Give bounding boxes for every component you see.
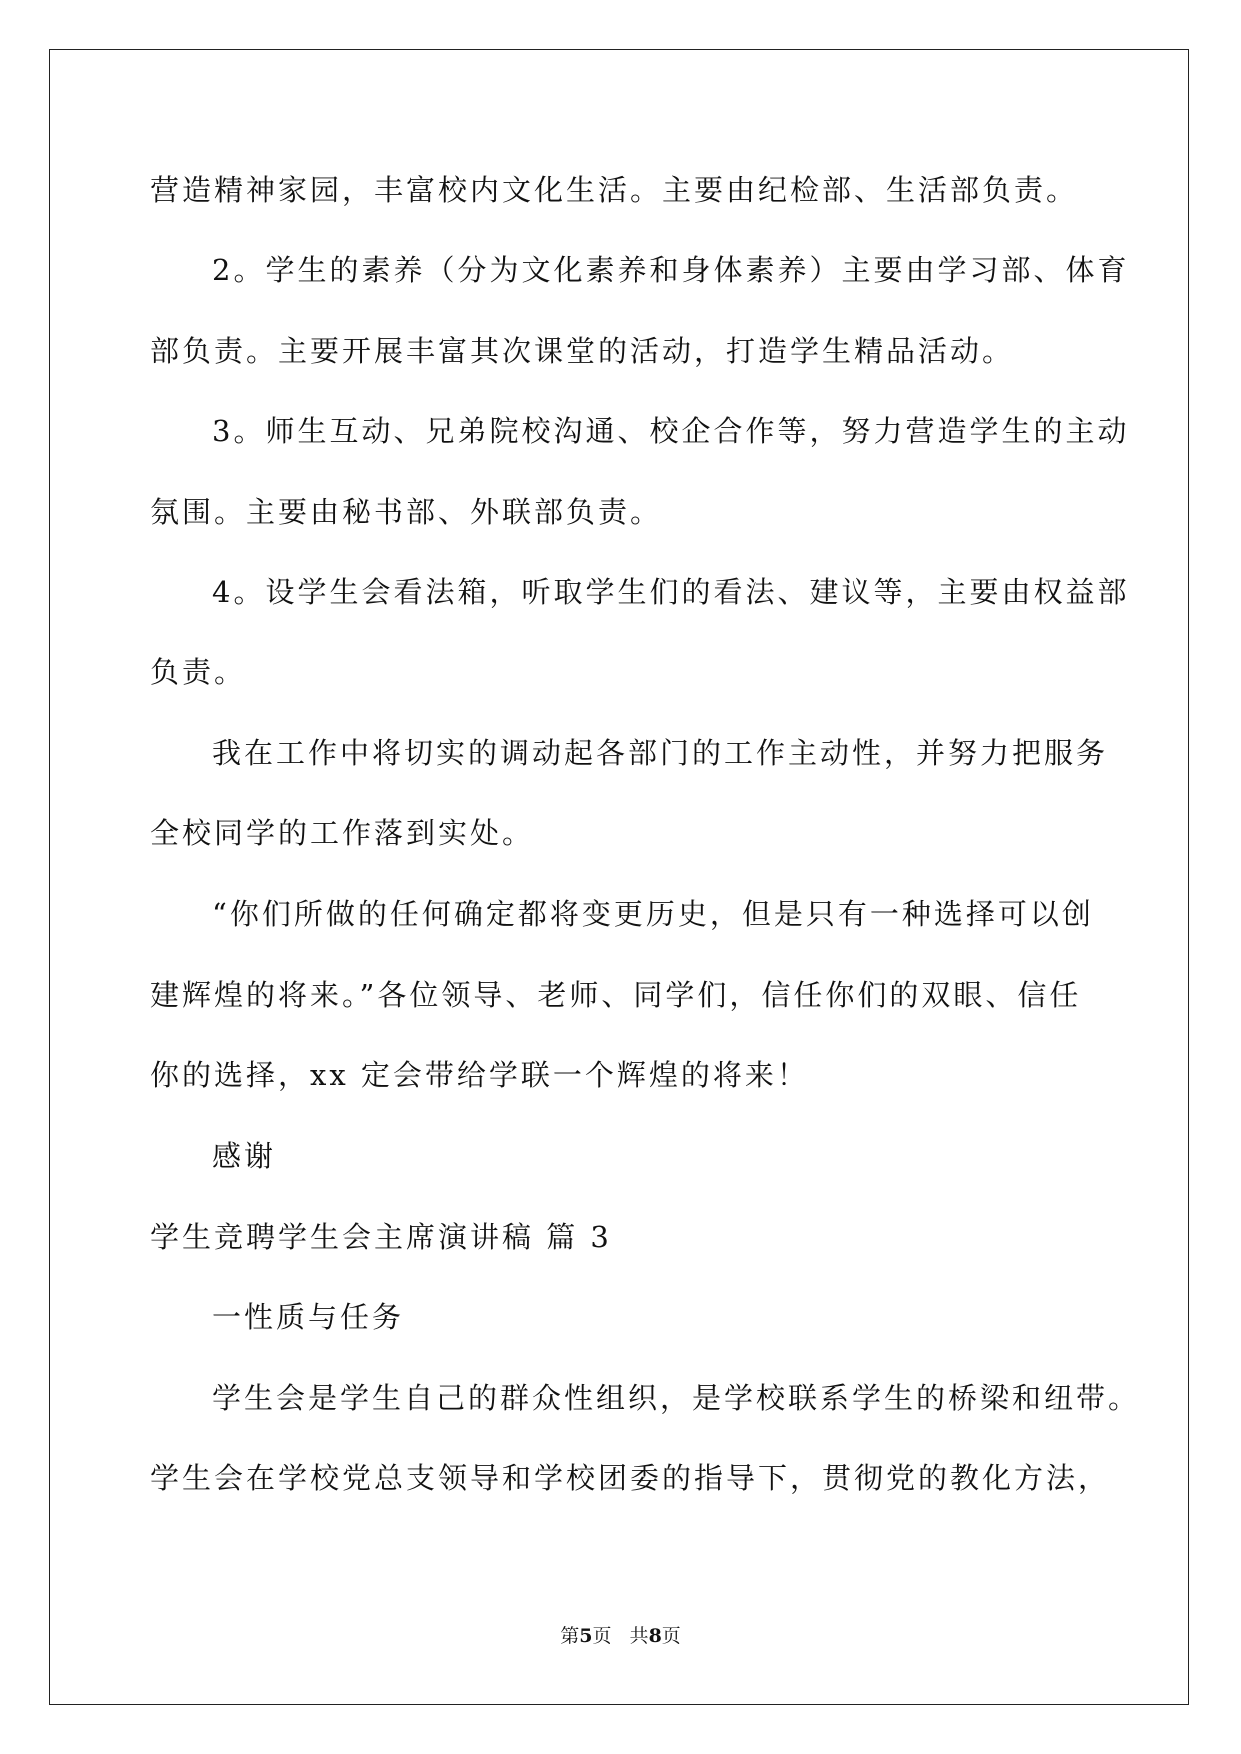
footer-prefix: 第: [560, 1625, 580, 1647]
text-line: 4。设学生会看法箱，听取学生们的看法、建议等，主要由权益部: [212, 575, 1130, 609]
text-line: 学生会在学校党总支领导和学校团委的指导下，贯彻党的教化方法，: [150, 1461, 1111, 1495]
text-line: 营造精神家园，丰富校内文化生活。主要由纪检部、生活部负责。: [150, 173, 1079, 207]
text-line: 我在工作中将切实的调动起各部门的工作主动性，并努力把服务: [212, 736, 1109, 770]
text-line: 负责。: [150, 655, 247, 689]
page-total: 8: [648, 1625, 662, 1647]
text-line: 3。师生互动、兄弟院校沟通、校企合作等，努力营造学生的主动: [212, 414, 1130, 448]
text-line: 建辉煌的将来。”各位领导、老师、同学们，信任你们的双眼、信任: [150, 978, 1082, 1012]
subsection-heading: 一性质与任务: [212, 1300, 405, 1334]
text-line: 全校同学的工作落到实处。: [150, 816, 535, 850]
section-heading: 学生竞聘学生会主席演讲稿 篇 3: [150, 1220, 612, 1254]
footer-suffix: 页: [661, 1625, 681, 1647]
text-line: 你的选择，xx 定会带给学联一个辉煌的将来！: [150, 1058, 809, 1092]
page-footer: [0, 1624, 1241, 1648]
text-line: 2。学生的素养（分为文化素养和身体素养）主要由学习部、体育: [212, 253, 1130, 287]
footer-middle: 页 共: [592, 1625, 649, 1647]
text-line: 部负责。主要开展丰富其次课堂的活动，打造学生精品活动。: [150, 334, 1015, 368]
page-border: [49, 49, 1189, 1705]
page-number: 5: [579, 1625, 593, 1647]
text-line: 氛围。主要由秘书部、外联部负责。: [150, 495, 663, 529]
text-line: “你们所做的任何确定都将变更历史，但是只有一种选择可以创: [212, 897, 1094, 931]
text-line: 学生会是学生自己的群众性组织，是学校联系学生的桥梁和纽带。: [212, 1381, 1141, 1415]
text-line: 感谢: [212, 1139, 277, 1173]
